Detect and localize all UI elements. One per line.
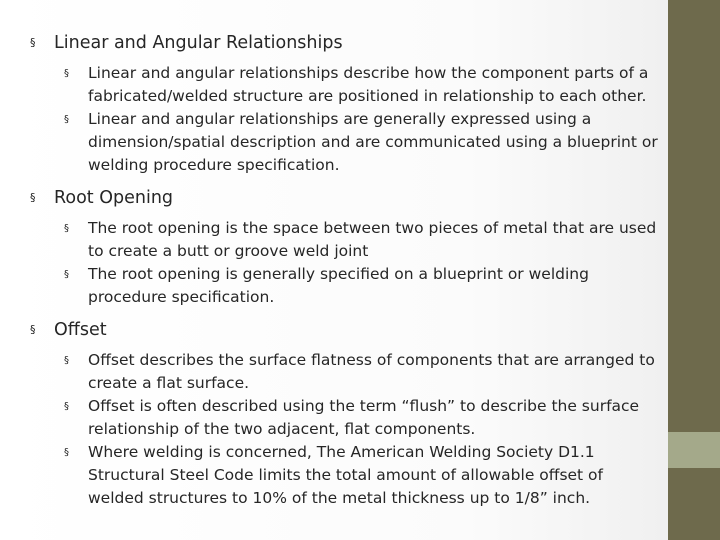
bullet-icon: § — [64, 68, 69, 79]
bullet-icon: § — [64, 401, 69, 412]
heading-text: Root Opening — [54, 188, 174, 208]
section-offset — [30, 317, 662, 510]
bullet-list — [30, 217, 662, 309]
section-heading — [30, 30, 662, 56]
list-item-text: Offset describes the surface flatness of components that are arranged to create a flat surface. — [88, 351, 655, 392]
bullet-icon: § — [64, 447, 69, 458]
list-item-text: The root opening is generally specified on a blueprint or welding procedure specification. — [88, 265, 589, 306]
bullet-icon: § — [64, 355, 69, 366]
list-item-text: The root opening is the space between two pieces of metal that are used to create a butt or groove weld joint — [88, 219, 657, 260]
section-heading — [30, 185, 662, 211]
side-decor-accent — [668, 432, 720, 468]
bullet-icon: § — [30, 36, 36, 49]
list-item — [64, 395, 662, 441]
bullet-icon: § — [64, 269, 69, 280]
slide-content — [30, 30, 662, 518]
bullet-icon: § — [30, 191, 36, 204]
list-item — [64, 62, 662, 108]
bullet-icon: § — [64, 114, 69, 125]
list-item — [64, 217, 662, 263]
list-item — [64, 263, 662, 309]
list-item-text: Linear and angular relationships describe how the component parts of a fabricated/welded structure are positioned in relationship to each other. — [88, 64, 649, 105]
list-item-text: Linear and angular relationships are generally expressed using a dimension/spatial description and are communicated using a blueprint or welding procedure specification. — [88, 110, 658, 174]
list-item — [64, 441, 662, 510]
section-root-opening — [30, 185, 662, 309]
list-item-text: Offset is often described using the term “flush” to describe the surface relationship of the two adjacent, flat components. — [88, 397, 640, 438]
heading-text: Offset — [54, 320, 107, 340]
heading-text: Linear and Angular Relationships — [54, 33, 343, 53]
bullet-icon: § — [30, 323, 36, 336]
section-heading — [30, 317, 662, 343]
bullet-icon: § — [64, 223, 69, 234]
section-linear-angular — [30, 30, 662, 177]
bullet-list — [30, 349, 662, 510]
list-item — [64, 349, 662, 395]
bullet-list — [30, 62, 662, 177]
list-item-text: Where welding is concerned, The American Welding Society D1.1 Structural Steel Code limits the total amount of allowable offset of welded structures to 10% of the metal thickness up to 1/8” inch. — [88, 443, 603, 507]
list-item — [64, 108, 662, 177]
